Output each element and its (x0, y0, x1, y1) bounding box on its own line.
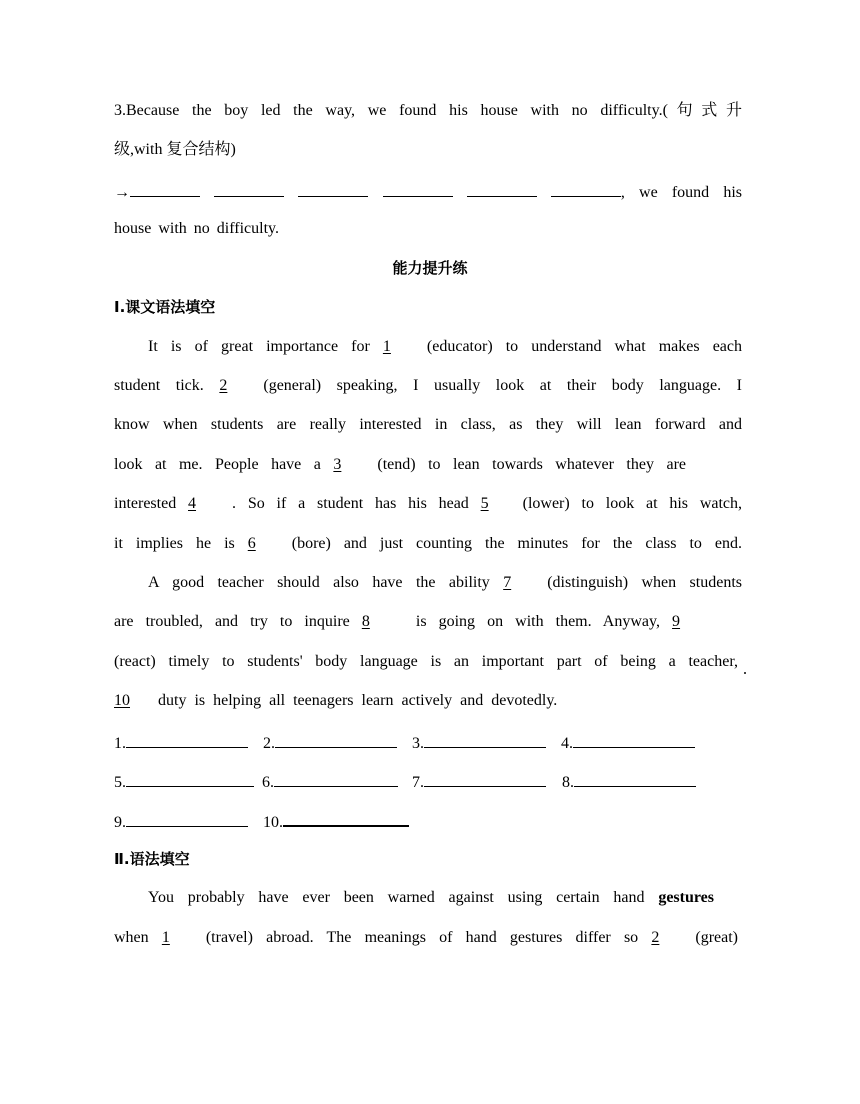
answer-label: 10. (263, 814, 283, 831)
blank-3[interactable]: 3 (333, 456, 342, 473)
p2-line-3: (react) timely to students' body language is an important part of being a teacher, (114, 653, 738, 670)
answer-3[interactable] (412, 731, 557, 755)
answer-label: 4. (561, 735, 573, 752)
part1-heading: Ⅰ.课文语法填空 (114, 298, 216, 316)
section-heading: 能力提升练 (392, 259, 468, 277)
text: A good teacher should also have the ability (148, 574, 490, 591)
text: (great) (695, 929, 739, 946)
text: . So if a student has his head (232, 495, 469, 512)
answer-row-1 (114, 731, 701, 753)
part2-blank-2[interactable]: 2 (651, 929, 660, 946)
answer-7[interactable] (412, 770, 558, 794)
part2-blank-1[interactable]: 1 (161, 929, 170, 946)
part2-heading: Ⅱ.语法填空 (114, 850, 190, 868)
text: (lower) to look at his watch, (522, 495, 743, 512)
answer-row-3 (114, 809, 423, 831)
answer-2[interactable] (263, 731, 408, 755)
rewrite-blank-1[interactable] (130, 179, 200, 197)
p1-line-2 (114, 375, 742, 397)
rewrite-blank-2[interactable] (214, 179, 284, 197)
text: is going on with them. Anyway, (415, 613, 660, 630)
answer-row-2 (114, 770, 702, 792)
p2-line-4 (114, 690, 742, 712)
text: it implies he is (114, 535, 235, 552)
p2-line-1 (148, 572, 742, 594)
answer-5[interactable] (114, 770, 258, 794)
blank-1[interactable]: 1 (382, 338, 391, 355)
answer-9[interactable] (114, 810, 259, 834)
text: (travel) abroad. The meanings of hand gestures differ so (205, 929, 639, 946)
blank-7[interactable]: 7 (503, 574, 512, 591)
answer-label: 2. (263, 735, 275, 752)
text: (general) speaking, I usually look at their body language. I (263, 377, 743, 394)
blank-8[interactable]: 8 (361, 613, 370, 630)
answer-10[interactable] (263, 809, 423, 834)
arrow-icon: → (114, 184, 130, 201)
text: (educator) to understand what makes each (426, 338, 743, 355)
part2-line-2 (114, 927, 738, 949)
answer-label: 1. (114, 735, 126, 752)
rewrite-blank-5[interactable] (467, 179, 537, 197)
answer-6[interactable] (262, 770, 408, 794)
answer-4[interactable] (561, 731, 701, 755)
answer-label: 5. (114, 774, 126, 791)
answer-8[interactable] (562, 770, 702, 794)
blank-4[interactable]: 4 (188, 495, 197, 512)
text: (distinguish) when students (547, 574, 742, 591)
rewrite-line-end: house with no difficulty. (114, 220, 279, 237)
p1-line-5 (114, 493, 742, 515)
text: (bore) and just counting the minutes for the class to end. (291, 535, 743, 552)
answer-label: 6. (262, 774, 274, 791)
p1-line-6 (114, 533, 742, 555)
rewrite-line (114, 179, 742, 201)
answer-1[interactable] (114, 731, 259, 755)
rewrite-blank-4[interactable] (383, 179, 453, 197)
answer-label: 9. (114, 814, 126, 831)
text: It is of great importance for (148, 338, 370, 355)
bold-word: gestures (658, 889, 715, 906)
rewrite-tail: , we found his (620, 184, 743, 201)
text: when (114, 929, 149, 946)
p1-line-4 (114, 454, 686, 476)
answer-label: 3. (412, 735, 424, 752)
blank-5[interactable]: 5 (480, 495, 489, 512)
sentence-3-line-1: 3.Because the boy led the way, we found his house with no difficulty.(句式升 (114, 102, 742, 119)
p1-line-1 (148, 336, 742, 358)
stray-dot (744, 672, 746, 674)
blank-2[interactable]: 2 (219, 377, 228, 394)
text: student tick. (114, 377, 204, 394)
rewrite-blank-3[interactable] (298, 179, 368, 197)
rewrite-blank-6[interactable] (551, 179, 621, 197)
part2-line-1 (148, 887, 714, 909)
text: are troubled, and try to inquire (114, 613, 350, 630)
blank-6[interactable]: 6 (247, 535, 256, 552)
blank-9[interactable]: 9 (672, 613, 681, 630)
text: duty is helping all teenagers learn actively and devotedly. (158, 692, 558, 709)
p2-line-2 (114, 611, 714, 633)
text: You probably have ever been warned against using certain hand (148, 889, 645, 906)
sentence-3-line-2: 级,with 复合结构) (114, 141, 236, 158)
blank-10[interactable]: 10 (114, 692, 130, 709)
text: (tend) to lean towards whatever they are (377, 456, 687, 473)
answer-label: 8. (562, 774, 574, 791)
text: look at me. People have a (114, 456, 321, 473)
text: interested (114, 495, 177, 512)
answer-label: 7. (412, 774, 424, 791)
p1-line-3: know when students are really interested in class, as they will lean forward and (114, 416, 742, 433)
